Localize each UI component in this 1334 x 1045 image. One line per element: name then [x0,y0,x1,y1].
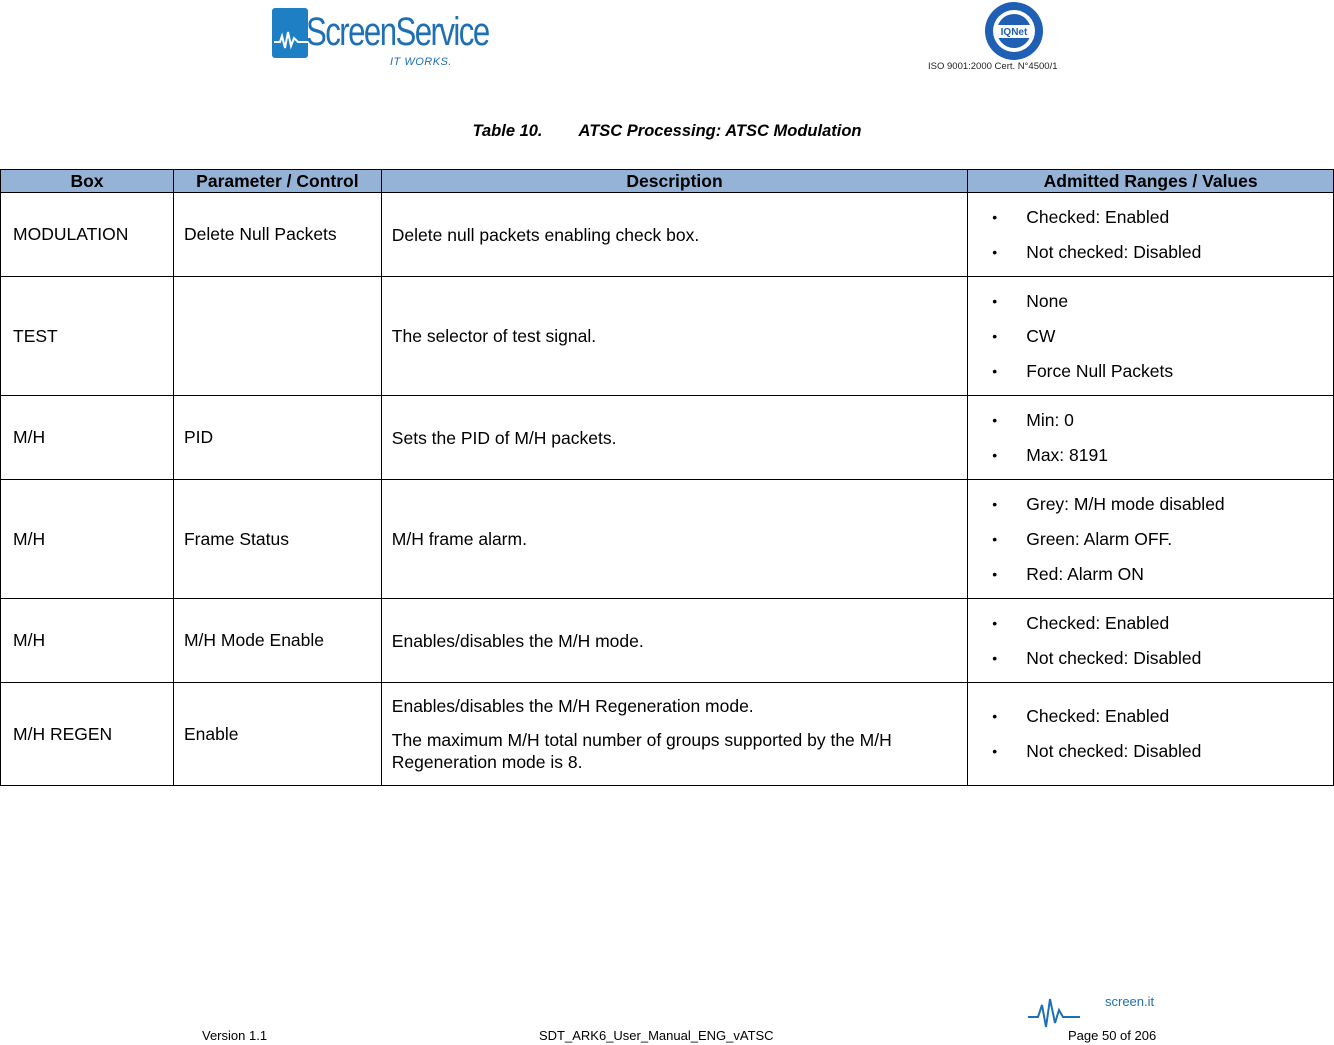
value-item: • Checked: Enabled [978,699,1323,734]
cell-description [381,277,967,396]
value-item: • Min: 0 [978,403,1323,438]
cell-description [381,683,967,786]
footer-version: Version 1.1 [202,1028,268,1043]
value-item: • Checked: Enabled [978,606,1323,641]
table-row [1,683,1334,786]
cell-values [968,277,1334,396]
cell-box: TEST [1,277,174,396]
caption-number: Table 10. [472,122,543,140]
table-row [1,193,1334,277]
cell-values [968,193,1334,277]
iso-certification: ISO 9001:2000 Cert. N°4500/1 [928,61,1058,72]
description-text: Sets the PID of M/H packets. [391,427,617,448]
screenservice-logo [272,6,489,70]
cell-parameter: M/H Mode Enable [173,599,381,683]
footer-page: Page 50 of 206 [1068,1028,1157,1043]
cell-description [381,480,967,599]
cell-box: M/H [1,599,174,683]
header-box: Box [1,170,174,193]
cell-box: M/H REGEN [1,683,174,786]
cell-parameter: Frame Status [173,480,381,599]
cell-parameter: Delete Null Packets [173,193,381,277]
value-item: • Max: 8191 [978,438,1323,473]
table-caption [0,122,1334,141]
cell-values [968,480,1334,599]
cell-description [381,599,967,683]
description-text: M/H frame alarm. [391,529,527,549]
header-description: Description [381,170,967,193]
cell-values [968,683,1334,786]
table-row [1,277,1334,396]
cell-description [381,193,967,277]
footer-document: SDT_ARK6_User_Manual_ENG_vATSC [539,1028,774,1043]
cell-parameter [173,277,381,396]
value-item: • Grey: M/H mode disabled [978,487,1323,522]
value-item: • None [978,284,1323,319]
caption-title: ATSC Processing: ATSC Modulation [578,122,862,140]
value-item: • Checked: Enabled [978,200,1323,235]
description-text: Delete null packets enabling check box. [391,224,700,245]
value-item: • CW [978,319,1323,354]
header-parameter: Parameter / Control [173,170,381,193]
cell-values [968,396,1334,480]
table-header-row [1,170,1334,193]
table-row [1,480,1334,599]
table-row [1,396,1334,480]
brand-name: ScreenService [306,10,489,54]
value-item: • Red: Alarm ON [978,557,1323,592]
footer-divider [210,990,1170,1030]
cell-box: M/H [1,480,174,599]
header-values: Admitted Ranges / Values [968,170,1334,193]
description-text: Enables/disables the M/H Regeneration mode. [391,696,754,716]
certification-seal-icon [984,1,1044,61]
description-text: The selector of test signal. [391,326,597,346]
value-item: • Force Null Packets [978,354,1323,389]
cell-parameter: PID [173,396,381,480]
cell-box: MODULATION [1,193,174,277]
value-item: • Not checked: Disabled [978,734,1323,769]
value-item: • Green: Alarm OFF. [978,522,1323,557]
footer-site: screen.it [1105,994,1155,1009]
cert-label: IQNet [1000,27,1028,38]
cell-description [381,396,967,480]
description-text: The maximum M/H total number of groups supported by the M/H Regeneration mode is 8. [391,730,892,772]
cell-box: M/H [1,396,174,480]
value-item: • Not checked: Disabled [978,235,1323,270]
brand-tagline: IT WORKS. [390,56,452,68]
description-text: Enables/disables the M/H mode. [391,630,644,651]
value-item: • Not checked: Disabled [978,641,1323,676]
table-row [1,599,1334,683]
cell-parameter: Enable [173,683,381,786]
atsc-modulation-table [0,169,1334,786]
cell-values [968,599,1334,683]
